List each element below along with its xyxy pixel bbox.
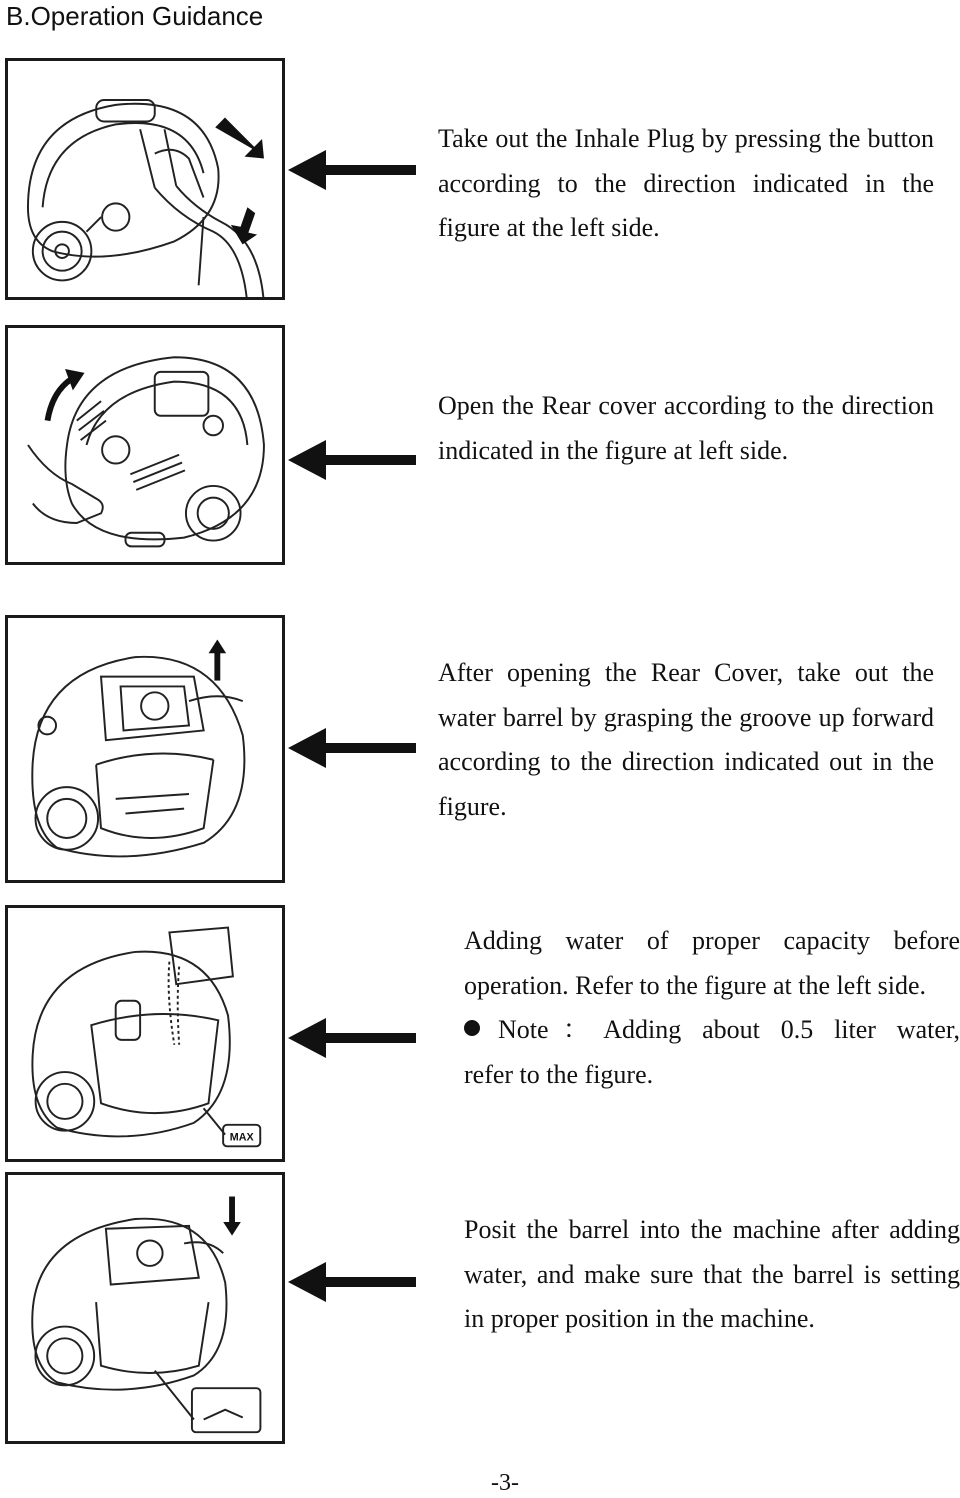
figure-rear-cover-open [5, 325, 285, 565]
step-2-text: Open the Rear cover according to the direction indicated in the figure at left side. [438, 391, 934, 465]
step-4-main-text: Adding water of proper capacity before operation. Refer to the figure at the left side. [464, 926, 960, 1000]
figure-adding-water [5, 905, 285, 1162]
step-5-text: Posit the barrel into the machine after adding water, and make sure that the barrel is setting in proper position in the machine. [464, 1215, 960, 1333]
arrow-left-icon [288, 1018, 416, 1058]
arrow-left-icon [288, 728, 416, 768]
figure-barrel-insertion [5, 1172, 285, 1444]
arrow-left-icon [288, 150, 416, 190]
vacuum-illustration [8, 908, 282, 1159]
vacuum-illustration [8, 1175, 282, 1441]
figure-inhale-plug-removal [5, 58, 285, 300]
step-1-text: Take out the Inhale Plug by pressing the button according to the direction indicated in the figure at the left side. [438, 124, 934, 242]
page-number: -3- [491, 1470, 519, 1496]
step-4-note-line1: Note：Adding about 0.5 liter water, [498, 1015, 960, 1044]
step-3-text: After opening the Rear Cover, take out the water barrel by grasping the groove up forward according to the direction indicated out in the figure. [438, 658, 934, 821]
figure-water-barrel-removal [5, 615, 285, 883]
arrow-left-icon [288, 440, 416, 480]
vacuum-illustration [8, 328, 282, 562]
step-4-text [464, 919, 960, 1097]
step-4-note-line2: refer to the figure. [464, 1059, 654, 1089]
vacuum-illustration [8, 61, 282, 297]
vacuum-illustration [8, 618, 282, 880]
arrow-left-icon [288, 1262, 416, 1302]
step-4-note [464, 1008, 960, 1053]
section-title: B.Operation Guidance [6, 1, 264, 31]
bullet-icon [464, 1020, 480, 1036]
max-level-label: MAX [229, 1131, 254, 1144]
